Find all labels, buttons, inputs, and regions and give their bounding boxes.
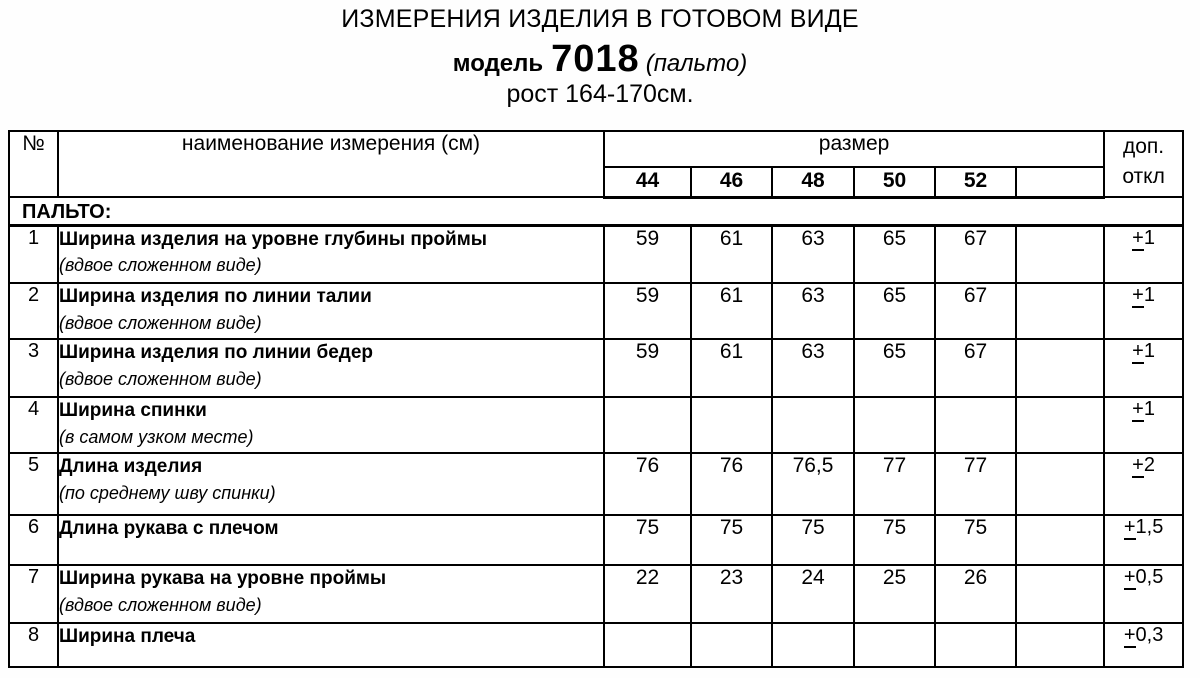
value-cell: 75 <box>854 515 935 565</box>
value-cell <box>1016 339 1104 397</box>
value-cell: 67 <box>935 283 1016 339</box>
value-cell: 61 <box>691 225 772 283</box>
plus-minus-sign: + <box>1132 340 1144 362</box>
title-block <box>0 5 1200 109</box>
value-cell <box>854 397 935 453</box>
value-cell: 76 <box>691 453 772 515</box>
value-cell <box>604 623 691 667</box>
value-cell: 65 <box>854 339 935 397</box>
value-cell: 75 <box>691 515 772 565</box>
value-cell: 75 <box>935 515 1016 565</box>
model-number: 7018 <box>551 38 640 80</box>
value-cell <box>1016 515 1104 565</box>
value-cell <box>935 397 1016 453</box>
table-row <box>9 453 1183 515</box>
measurement-note: (по среднему шву спинки) <box>59 482 276 503</box>
col-header-tolerance-line2: откл <box>1122 165 1165 189</box>
value-cell <box>604 397 691 453</box>
value-cell: 25 <box>854 565 935 623</box>
value-cell <box>935 623 1016 667</box>
size-header-52: 52 <box>935 167 1016 197</box>
value-cell: 65 <box>854 283 935 339</box>
row-number: 1 <box>9 225 58 283</box>
header-row-1 <box>9 131 1183 167</box>
plus-minus-sign: + <box>1123 624 1136 646</box>
value-cell <box>691 623 772 667</box>
measurement-note: (вдвое сложенном виде) <box>59 594 262 615</box>
value-cell: 63 <box>772 225 854 283</box>
tolerance-value: 0,3 <box>1135 624 1164 646</box>
value-cell: 63 <box>772 339 854 397</box>
table-row <box>9 397 1183 453</box>
tolerance-cell <box>1104 565 1183 623</box>
tolerance-value: 1 <box>1143 284 1155 306</box>
value-cell: 77 <box>935 453 1016 515</box>
measurement-note: (вдвое сложенном виде) <box>59 312 262 333</box>
table-row <box>9 515 1183 565</box>
plus-minus-sign: + <box>1123 516 1136 538</box>
row-number: 3 <box>9 339 58 397</box>
value-cell: 67 <box>935 339 1016 397</box>
value-cell: 59 <box>604 225 691 283</box>
tolerance-value: 0,5 <box>1135 566 1164 588</box>
measurement-name-cell <box>58 283 604 339</box>
tolerance-cell <box>1104 339 1183 397</box>
row-number: 8 <box>9 623 58 667</box>
plus-minus-sign: + <box>1132 454 1144 476</box>
height-range: рост 164-170см. <box>506 80 694 108</box>
col-header-tolerance-line1: доп. <box>1123 135 1165 158</box>
measurement-note: (вдвое сложенном виде) <box>59 368 262 389</box>
size-header-50: 50 <box>854 167 935 197</box>
value-cell: 61 <box>691 339 772 397</box>
value-cell <box>854 623 935 667</box>
measurement-name-cell <box>58 453 604 515</box>
value-cell <box>691 397 772 453</box>
measurement-name: Ширина изделия по линии талии <box>59 286 372 307</box>
size-header-empty <box>1016 167 1104 197</box>
section-row <box>9 197 1183 225</box>
measurement-name-cell <box>58 515 604 565</box>
row-number: 6 <box>9 515 58 565</box>
value-cell: 76,5 <box>772 453 854 515</box>
size-header-44: 44 <box>604 167 691 197</box>
value-cell <box>1016 623 1104 667</box>
value-cell: 23 <box>691 565 772 623</box>
table-row <box>9 565 1183 623</box>
value-cell: 24 <box>772 565 854 623</box>
value-cell <box>1016 225 1104 283</box>
value-cell: 22 <box>604 565 691 623</box>
value-cell <box>1016 283 1104 339</box>
value-cell <box>1016 565 1104 623</box>
row-number: 2 <box>9 283 58 339</box>
value-cell: 26 <box>935 565 1016 623</box>
table-row <box>9 623 1183 667</box>
value-cell <box>772 623 854 667</box>
value-cell: 63 <box>772 283 854 339</box>
value-cell: 75 <box>604 515 691 565</box>
tolerance-value: 1 <box>1143 226 1155 249</box>
measurement-note: (вдвое сложенном виде) <box>59 255 262 276</box>
tolerance-cell <box>1104 623 1183 667</box>
size-header-48: 48 <box>772 167 854 197</box>
plus-minus-sign: + <box>1123 566 1136 588</box>
value-cell: 61 <box>691 283 772 339</box>
value-cell: 67 <box>935 225 1016 283</box>
value-cell <box>772 397 854 453</box>
measurement-name-cell <box>58 339 604 397</box>
section-label: ПАЛЬТО: <box>9 197 1183 225</box>
model-type: (пальто) <box>645 50 748 77</box>
tolerance-value: 1,5 <box>1135 516 1164 538</box>
plus-minus-sign: + <box>1132 284 1144 306</box>
row-number: 5 <box>9 453 58 515</box>
row-number: 4 <box>9 397 58 453</box>
value-cell: 76 <box>604 453 691 515</box>
tolerance-value: 1 <box>1143 340 1155 362</box>
value-cell: 77 <box>854 453 935 515</box>
plus-minus-sign: + <box>1132 398 1144 420</box>
value-cell <box>1016 397 1104 453</box>
value-cell: 75 <box>772 515 854 565</box>
tolerance-cell <box>1104 515 1183 565</box>
value-cell <box>1016 453 1104 515</box>
value-cell: 59 <box>604 283 691 339</box>
tolerance-cell <box>1104 225 1183 283</box>
value-cell: 65 <box>854 225 935 283</box>
tolerance-cell <box>1104 283 1183 339</box>
tolerance-cell <box>1104 397 1183 453</box>
tolerance-value: 1 <box>1143 398 1155 420</box>
measurement-name: Ширина плеча <box>59 626 196 647</box>
measurement-name: Длина изделия <box>59 456 203 477</box>
measurement-name-cell <box>58 397 604 453</box>
measurement-name-cell <box>58 225 604 283</box>
col-header-name: наименование измерения (см) <box>58 131 604 197</box>
table-row <box>9 225 1183 283</box>
model-line <box>0 37 1200 81</box>
measurement-name: Ширина рукава на уровне проймы <box>59 568 387 589</box>
page-title: ИЗМЕРЕНИЯ ИЗДЕЛИЯ В ГОТОВОМ ВИДЕ <box>341 5 859 33</box>
measurement-name: Ширина изделия по линии бедер <box>59 342 374 363</box>
measurement-name-cell <box>58 623 604 667</box>
size-header-46: 46 <box>691 167 772 197</box>
value-cell: 59 <box>604 339 691 397</box>
col-header-tolerance <box>1104 131 1183 197</box>
measurements-table <box>8 130 1184 668</box>
measurement-name: Длина рукава с плечом <box>59 518 279 539</box>
measurement-note: (в самом узком месте) <box>59 426 254 447</box>
table-row <box>9 339 1183 397</box>
col-header-no: № <box>9 131 58 197</box>
row-number: 7 <box>9 565 58 623</box>
table-row <box>9 283 1183 339</box>
measurement-name-cell <box>58 565 604 623</box>
measurement-name: Ширина спинки <box>59 400 207 421</box>
measurement-name: Ширина изделия на уровне глубины проймы <box>59 228 487 250</box>
col-header-size: размер <box>604 131 1104 167</box>
tolerance-cell <box>1104 453 1183 515</box>
tolerance-value: 2 <box>1143 454 1155 476</box>
model-label: модель <box>452 50 544 77</box>
plus-minus-sign: + <box>1132 226 1144 249</box>
